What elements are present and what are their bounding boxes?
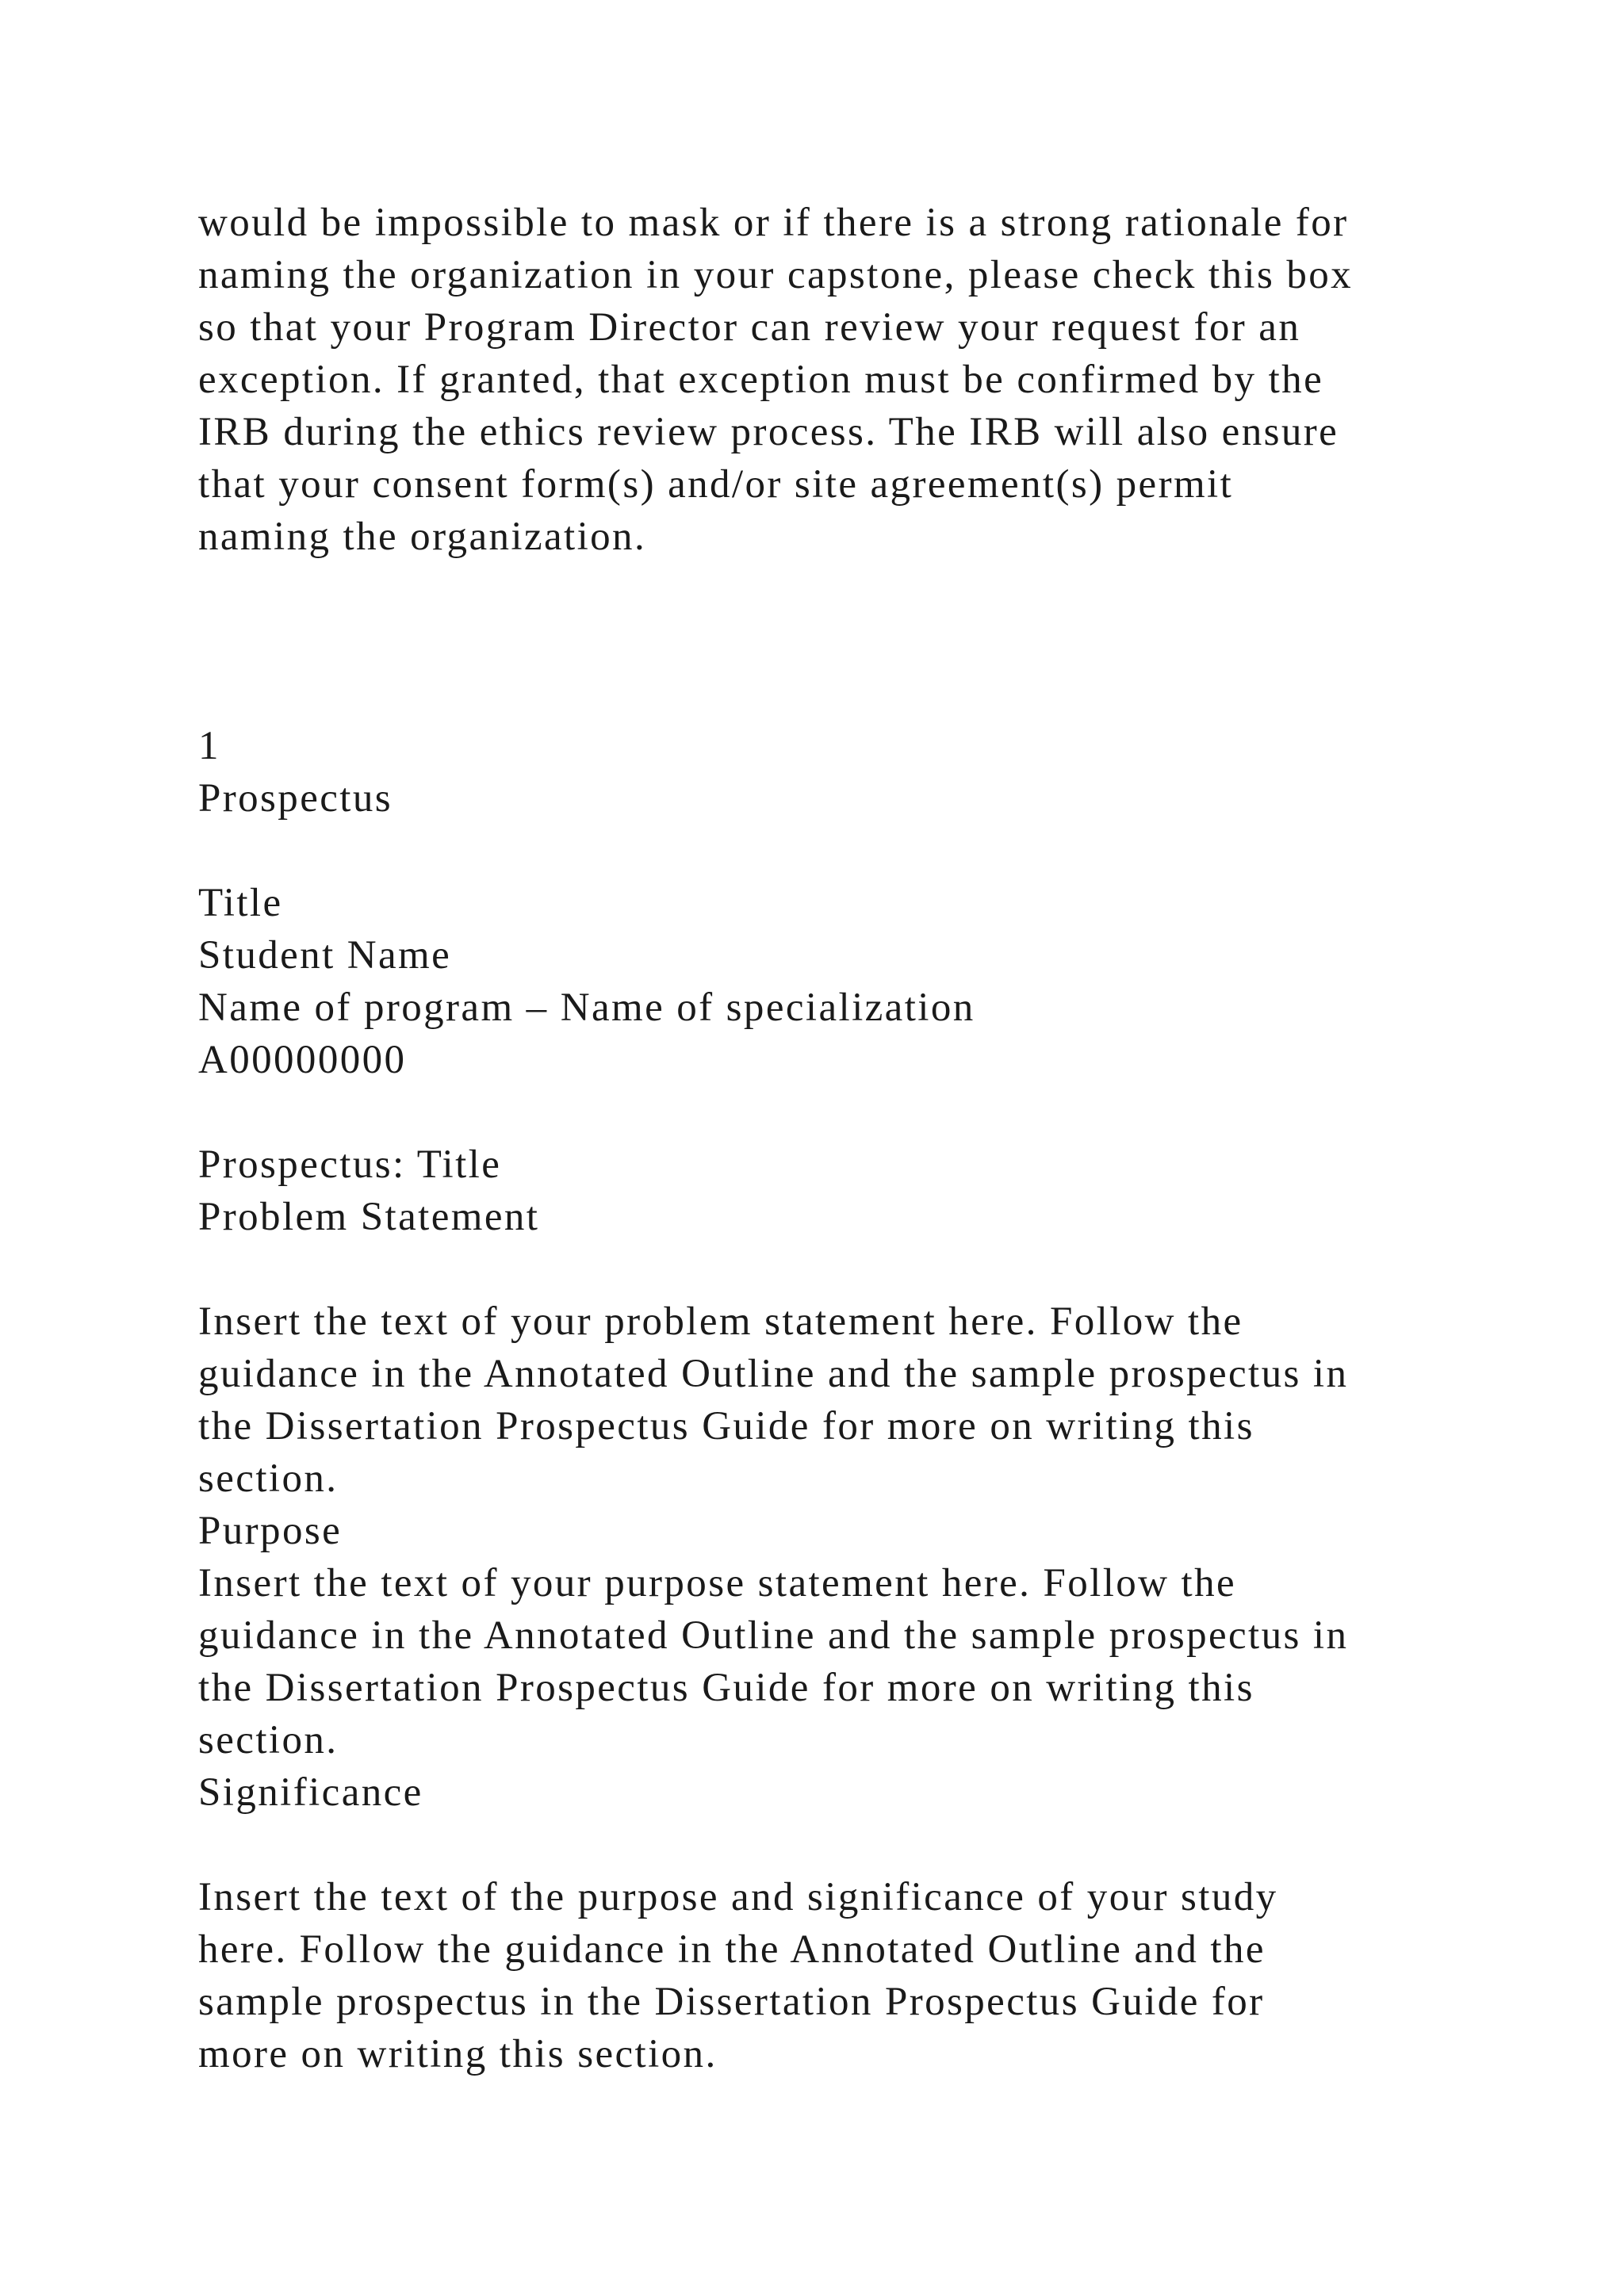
significance-body-line: Insert the text of the purpose and significance of your study [198,1875,1278,1919]
program-name: Name of program – Name of specialization [198,985,975,1030]
problem-body-line: the Dissertation Prospectus Guide for more on writing this [198,1404,1254,1448]
intro-line: so that your Program Director can review your request for an [198,305,1301,350]
purpose-body-line: guidance in the Annotated Outline and the sample prospectus in [198,1613,1349,1658]
significance-body-line: sample prospectus in the Dissertation Prospectus Guide for [198,1980,1265,2024]
section-heading-significance: Significance [198,1770,423,1815]
purpose-body-line: section. [198,1718,339,1762]
student-name: Student Name [198,933,452,978]
intro-line: naming the organization. [198,515,647,559]
intro-line: would be impossible to mask or if there is a strong rationale for [198,201,1349,245]
purpose-body-line: Insert the text of your purpose statement here. Follow the [198,1561,1237,1605]
page-number: 1 [198,724,220,768]
running-head: Prospectus [198,776,393,821]
significance-body-line: here. Follow the guidance in the Annotated Outline and the [198,1927,1266,1972]
problem-body-line: guidance in the Annotated Outline and the sample prospectus in [198,1352,1349,1396]
purpose-body-line: the Dissertation Prospectus Guide for more on writing this [198,1666,1254,1710]
student-id: A00000000 [198,1038,407,1082]
problem-body-line: section. [198,1456,339,1501]
intro-line: exception. If granted, that exception must be confirmed by the [198,358,1324,402]
section-heading-purpose: Purpose [198,1509,343,1553]
section-heading-problem: Problem Statement [198,1195,540,1239]
prospectus-heading: Prospectus: Title [198,1142,502,1187]
intro-line: that your consent form(s) and/or site agreement(s) permit [198,462,1234,507]
problem-body-line: Insert the text of your problem statement here. Follow the [198,1299,1243,1344]
intro-line: IRB during the ethics review process. The IRB will also ensure [198,410,1339,454]
document-title: Title [198,881,283,925]
intro-line: naming the organization in your capstone, please check this box [198,253,1354,297]
significance-body-line: more on writing this section. [198,2032,718,2076]
